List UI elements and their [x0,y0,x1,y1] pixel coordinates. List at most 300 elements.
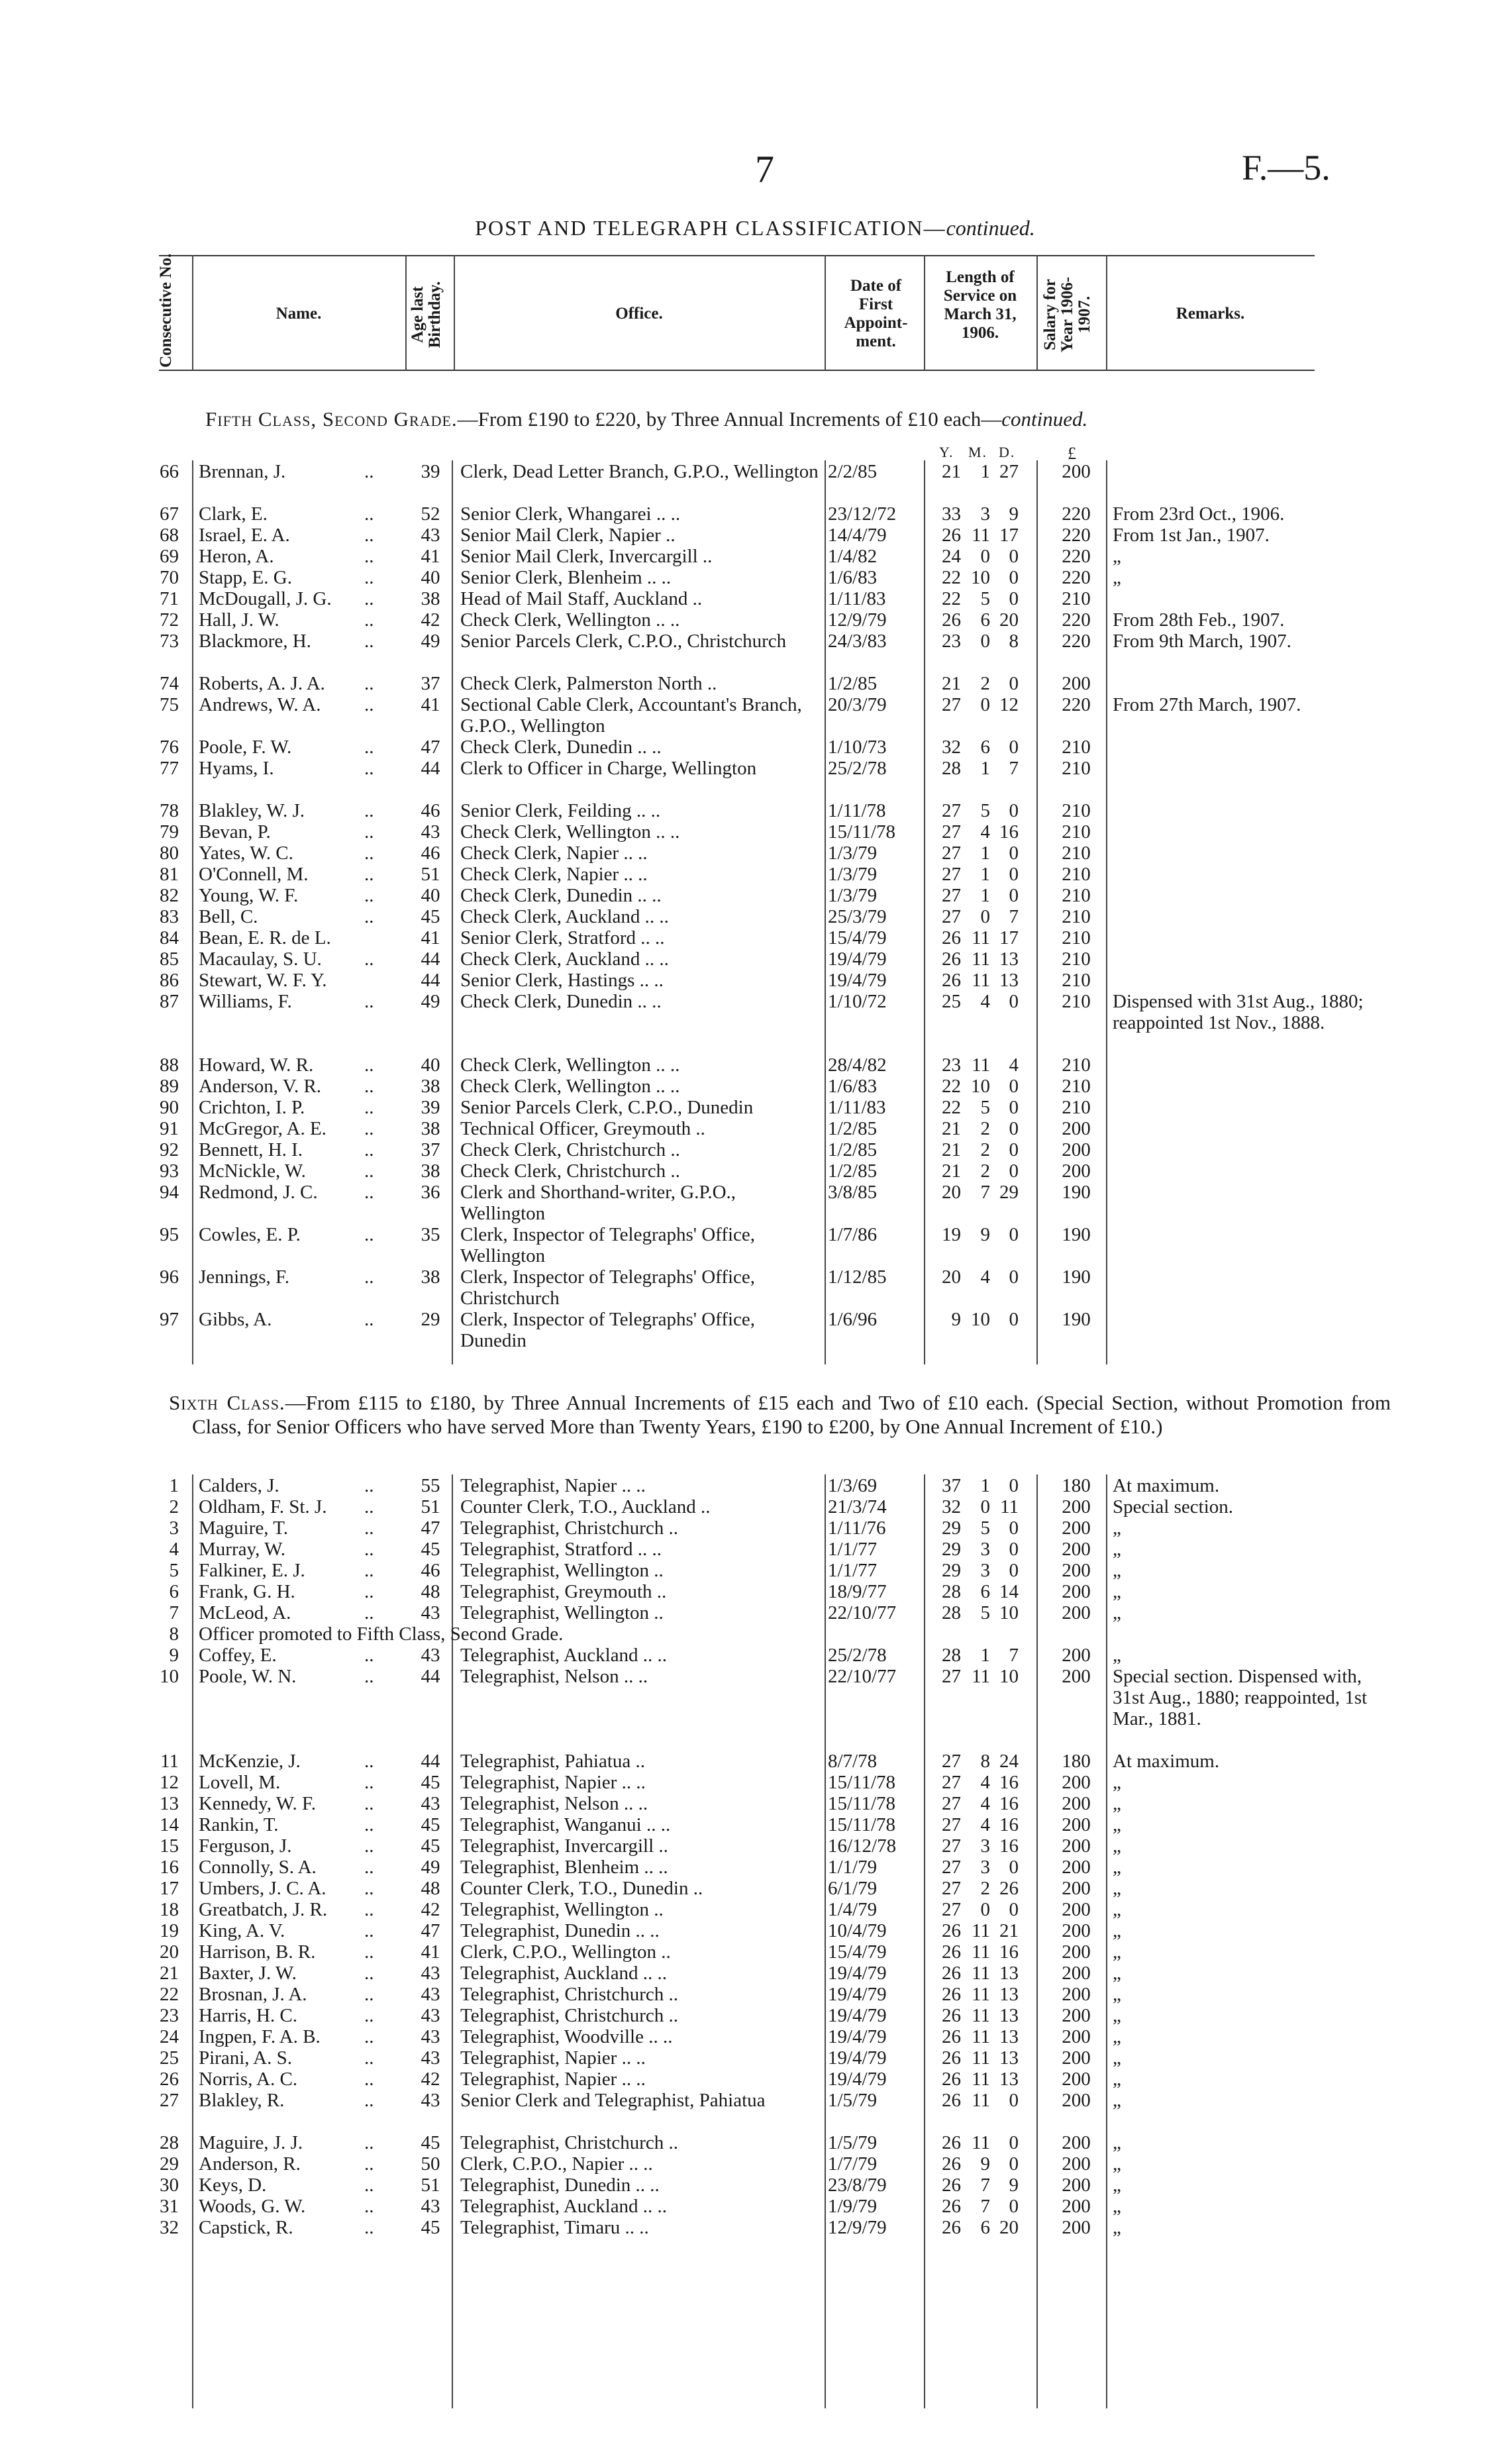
row-service-years: 21 [942,673,961,694]
row-number: 7 [169,1602,179,1623]
row-remarks: „ [1113,567,1121,588]
header-bottom-rule [159,370,1315,371]
row-appointment-date: 19/4/79 [828,2047,887,2069]
unit-pound: £ [1068,444,1078,463]
row-office: Telegraphist, Christchurch .. [460,2132,678,2153]
row-appointment-date: 16/12/78 [828,1835,897,1857]
row-service-years: 28 [942,1602,961,1623]
row-remarks: „ [1113,2047,1121,2069]
row-service-days: 21 [999,1920,1019,1941]
row-service-years: 28 [942,758,961,779]
row-number: 80 [160,843,179,864]
row-service-months: 11 [972,525,990,546]
document-reference: F.—5. [1242,148,1331,187]
row-name: Maguire, J. J. [199,2132,303,2153]
row-salary: 200 [1062,2132,1091,2153]
row-appointment-date: 1/11/83 [828,1097,886,1118]
row-service-months: 1 [980,1475,990,1496]
row-office: Senior Clerk, Whangarei .. .. [460,503,681,525]
row-service-years: 27 [942,843,961,864]
row-number: 82 [160,885,179,906]
row-appointment-date: 24/3/83 [828,631,887,652]
row-name: Pirani, A. S. [199,2047,292,2069]
row-service-days: 13 [999,949,1019,970]
row-service-years: 27 [942,864,961,885]
row-service-days: 13 [999,970,1019,991]
row-service-days: 9 [1009,2175,1019,2196]
row-number: 83 [160,906,179,927]
row-service-days: 0 [1009,1076,1019,1097]
row-remarks: „ [1113,2153,1121,2175]
row-age: 37 [421,1139,440,1160]
row-name: Lovell, M. [199,1772,281,1793]
row-salary: 220 [1062,567,1091,588]
row-name: Poole, F. W. [199,737,292,758]
row-service-days: 0 [1009,1266,1019,1288]
row-name: Umbers, J. C. A. [199,1878,327,1899]
row-age: 44 [421,758,440,779]
row-leader-dots: .. [364,1475,374,1496]
row-appointment-date: 1/2/85 [828,1139,878,1160]
row-service-months: 11 [972,1941,990,1963]
row-appointment-date: 23/12/72 [828,503,897,525]
row-service-years: 26 [942,1984,961,2005]
row-office: Check Clerk, Wellington .. .. [460,1076,680,1097]
row-service-days: 13 [999,1984,1019,2005]
row-service-days: 13 [999,2005,1019,2026]
row-salary: 210 [1062,800,1091,821]
row-leader-dots: .. [364,1899,374,1920]
row-name: McGregor, A. E. [199,1118,327,1139]
row-service-years: 27 [942,821,961,843]
row-service-days: 0 [1009,546,1019,567]
row-age: 46 [421,800,440,821]
row-appointment-date: 1/7/79 [828,2153,878,2175]
row-service-months: 0 [980,631,990,652]
row-number: 75 [160,694,179,715]
row-leader-dots: .. [364,906,374,927]
row-number: 28 [160,2132,179,2153]
row-service-days: 0 [1009,1560,1019,1581]
row-salary: 220 [1062,609,1091,631]
row-age: 38 [421,1266,440,1288]
row-service-years: 19 [942,1224,961,1245]
row-office: Senior Clerk, Hastings .. .. [460,970,664,991]
row-service-months: 11 [972,949,990,970]
row-service-months: 10 [971,567,990,588]
row-appointment-date: 1/1/77 [828,1560,878,1581]
row-remarks: From 1st Jan., 1907. [1113,525,1270,546]
row-leader-dots: .. [364,1076,374,1097]
row-name: Bean, E. R. de L. [199,927,331,949]
row-remarks: „ [1113,1772,1121,1793]
row-service-years: 26 [942,2217,961,2238]
row-service-years: 26 [942,2090,961,2111]
row-office: Check Clerk, Palmerston North .. [460,673,717,694]
row-service-years: 27 [942,1899,961,1920]
row-leader-dots: .. [364,1666,374,1687]
row-service-days: 16 [999,1793,1019,1814]
row-name: King, A. V. [199,1920,285,1941]
row-service-days: 0 [1009,1857,1019,1878]
row-appointment-date: 1/4/79 [828,1899,878,1920]
row-salary: 220 [1062,525,1091,546]
row-service-days: 10 [999,1602,1019,1623]
row-salary: 220 [1062,694,1091,715]
row-salary: 210 [1062,1076,1091,1097]
row-name: Maguire, T. [199,1517,289,1539]
row-service-days: 0 [1009,991,1019,1012]
column-divider [924,1474,925,2408]
row-salary: 200 [1062,1160,1091,1182]
row-service-years: 27 [942,1793,961,1814]
row-age: 41 [421,694,440,715]
row-age: 42 [421,1899,440,1920]
row-leader-dots: .. [364,503,374,525]
row-service-months: 4 [980,1814,990,1835]
row-age: 40 [421,567,440,588]
row-service-days: 27 [999,461,1019,482]
row-salary: 200 [1062,1517,1091,1539]
column-divider [192,1474,193,2408]
row-office: Telegraphist, Christchurch .. [460,1984,678,2005]
row-salary: 190 [1062,1224,1091,1245]
row-service-years: 29 [942,1539,961,1560]
row-number: 74 [160,673,179,694]
row-appointment-date: 25/2/78 [828,1645,887,1666]
row-leader-dots: .. [364,2005,374,2026]
row-office: Telegraphist, Wanganui .. .. [460,1814,671,1835]
row-name: Gibbs, A. [199,1309,272,1330]
row-number: 8 [169,1623,179,1645]
row-age: 46 [421,1560,440,1581]
row-service-years: 26 [942,2175,961,2196]
row-leader-dots: .. [364,1182,374,1203]
row-appointment-date: 19/4/79 [828,970,887,991]
row-service-days: 0 [1009,1899,1019,1920]
row-leader-dots: .. [364,1309,374,1330]
row-number: 86 [160,970,179,991]
row-name: Williams, F. [199,991,292,1012]
row-service-years: 21 [942,1139,961,1160]
row-office: Telegraphist, Wellington .. [460,1899,664,1920]
row-remarks: „ [1113,2217,1121,2238]
row-office: Telegraphist, Nelson .. .. [460,1793,648,1814]
row-leader-dots: .. [364,1139,374,1160]
row-appointment-date: 1/12/85 [828,1266,887,1288]
row-leader-dots: .. [364,1224,374,1245]
row-salary: 210 [1062,864,1091,885]
row-salary: 200 [1062,1602,1091,1623]
row-appointment-date: 1/9/79 [828,2196,878,2217]
row-age: 45 [421,1835,440,1857]
row-salary: 210 [1062,821,1091,843]
row-name: Officer promoted to Fifth Class, Second Grade. [199,1623,564,1645]
row-appointment-date: 19/4/79 [828,2005,887,2026]
fifth-class-heading [205,407,1344,431]
row-appointment-date: 1/6/83 [828,567,878,588]
row-service-months: 3 [980,1857,990,1878]
row-service-years: 33 [942,503,961,525]
row-office: Clerk, C.P.O., Napier .. .. [460,2153,653,2175]
row-service-days: 16 [999,1772,1019,1793]
row-number: 12 [160,1772,179,1793]
row-number: 85 [160,949,179,970]
row-service-months: 11 [972,927,990,949]
row-salary: 200 [1062,1666,1091,1687]
row-name: Ingpen, F. A. B. [199,2026,321,2047]
row-name: Coffey, E. [199,1645,277,1666]
row-age: 51 [421,1496,440,1517]
row-appointment-date: 20/3/79 [828,694,887,715]
header-divider [825,255,826,370]
row-service-years: 22 [942,1076,961,1097]
row-service-months: 1 [980,843,990,864]
row-name: Blakley, W. J. [199,800,305,821]
row-appointment-date: 21/3/74 [828,1496,887,1517]
row-office: Check Clerk, Wellington .. .. [460,609,680,631]
row-name: Poole, W. N. [199,1666,297,1687]
row-remarks: „ [1113,2005,1121,2026]
row-office: Clerk to Officer in Charge, Wellington [460,758,757,779]
row-service-days: 0 [1009,737,1019,758]
row-service-days: 9 [1009,503,1019,525]
row-service-months: 4 [980,1772,990,1793]
row-salary: 200 [1062,1645,1091,1666]
row-office: Telegraphist, Pahiatua .. [460,1751,646,1772]
header-top-rule [159,255,1315,256]
row-leader-dots: .. [364,609,374,631]
row-leader-dots: .. [364,2217,374,2238]
row-service-days: 16 [999,1835,1019,1857]
row-salary: 200 [1062,1772,1091,1793]
row-leader-dots: .. [364,525,374,546]
row-leader-dots: .. [364,673,374,694]
row-service-months: 7 [980,2175,990,2196]
row-office: Telegraphist, Nelson .. .. [460,1666,648,1687]
row-name: Andrews, W. A. [199,694,321,715]
row-age: 37 [421,673,440,694]
row-appointment-date: 12/9/79 [828,609,887,631]
row-age: 43 [421,1984,440,2005]
row-salary: 200 [1062,2175,1091,2196]
row-age: 47 [421,737,440,758]
row-age: 49 [421,991,440,1012]
row-service-months: 6 [980,737,990,758]
row-age: 44 [421,1666,440,1687]
row-leader-dots: .. [364,1602,374,1623]
row-service-days: 17 [999,927,1019,949]
row-salary: 200 [1062,1941,1091,1963]
row-name: O'Connell, M. [199,864,309,885]
row-remarks: At maximum. [1113,1751,1220,1772]
row-number: 22 [160,1984,179,2005]
row-service-days: 26 [999,1878,1019,1899]
row-name: Brosnan, J. A. [199,1984,307,2005]
row-age: 48 [421,1581,440,1602]
row-service-years: 32 [942,1496,961,1517]
row-name: Oldham, F. St. J. [199,1496,327,1517]
row-office: Telegraphist, Christchurch .. [460,2005,678,2026]
row-leader-dots: .. [364,2153,374,2175]
page-number: 7 [755,148,774,191]
row-number: 90 [160,1097,179,1118]
row-salary: 200 [1062,461,1091,482]
row-remarks: Dispensed with 31st Aug., 1880; reappointed 1st Nov., 1888. [1113,991,1364,1033]
row-name: Stewart, W. F. Y. [199,970,327,991]
row-service-months: 2 [980,1118,990,1139]
row-service-months: 4 [980,1793,990,1814]
row-service-years: 26 [942,2132,961,2153]
row-number: 97 [160,1309,179,1330]
row-office: Counter Clerk, T.O., Auckland .. [460,1496,711,1517]
row-number: 93 [160,1160,179,1182]
row-service-months: 2 [980,1160,990,1182]
row-salary: 190 [1062,1182,1091,1203]
row-name: Jennings, F. [199,1266,290,1288]
row-number: 6 [169,1581,179,1602]
row-service-days: 0 [1009,1309,1019,1330]
row-appointment-date: 1/3/79 [828,885,878,906]
unit-months: M. [968,444,988,460]
row-remarks: „ [1113,1899,1121,1920]
row-service-days: 0 [1009,1224,1019,1245]
row-name: Capstick, R. [199,2217,293,2238]
row-number: 21 [160,1963,179,1984]
row-name: Heron, A. [199,546,274,567]
row-office: Telegraphist, Auckland .. .. [460,1645,668,1666]
row-office: Telegraphist, Woodville .. .. [460,2026,673,2047]
row-service-days: 0 [1009,2196,1019,2217]
row-leader-dots: .. [364,1118,374,1139]
row-office: Check Clerk, Napier .. .. [460,864,648,885]
row-age: 43 [421,1602,440,1623]
row-age: 47 [421,1920,440,1941]
row-age: 43 [421,1793,440,1814]
row-service-years: 37 [942,1475,961,1496]
header-name: Name. [276,305,322,323]
row-leader-dots: .. [364,1857,374,1878]
row-remarks: „ [1113,1984,1121,2005]
row-service-years: 27 [942,800,961,821]
row-salary: 200 [1062,1560,1091,1581]
row-name: Greatbatch, J. R. [199,1899,328,1920]
row-number: 23 [160,2005,179,2026]
row-number: 73 [160,631,179,652]
row-number: 24 [160,2026,179,2047]
row-age: 39 [421,461,440,482]
row-appointment-date: 1/6/96 [828,1309,878,1330]
row-office: Counter Clerk, T.O., Dunedin .. [460,1878,703,1899]
row-service-years: 20 [942,1266,961,1288]
row-leader-dots: .. [364,1266,374,1288]
row-service-years: 21 [942,1160,961,1182]
row-service-years: 24 [942,546,961,567]
row-salary: 200 [1062,1539,1091,1560]
row-service-months: 11 [972,970,990,991]
row-service-months: 11 [972,2132,990,2153]
row-leader-dots: .. [364,1751,374,1772]
row-appointment-date: 22/10/77 [828,1602,897,1623]
row-remarks: „ [1113,2132,1121,2153]
row-service-days: 12 [999,694,1019,715]
row-age: 45 [421,906,440,927]
row-appointment-date: 1/5/79 [828,2090,878,2111]
row-remarks: From 28th Feb., 1907. [1113,609,1285,631]
row-service-months: 11 [972,1984,990,2005]
row-leader-dots: .. [364,1054,374,1076]
row-service-days: 13 [999,2047,1019,2069]
row-appointment-date: 22/10/77 [828,1666,897,1687]
row-office: Telegraphist, Invercargill .. [460,1835,668,1857]
row-number: 92 [160,1139,179,1160]
row-appointment-date: 1/1/77 [828,1539,878,1560]
title-main: POST AND TELEGRAPH CLASSIFICATION— [475,216,946,240]
row-name: McKenzie, J. [199,1751,301,1772]
unit-days: D. [999,444,1016,460]
row-appointment-date: 15/4/79 [828,1941,887,1963]
row-service-years: 26 [942,2196,961,2217]
row-number: 71 [160,588,179,609]
row-service-years: 26 [942,2069,961,2090]
row-leader-dots: .. [364,1560,374,1581]
row-number: 84 [160,927,179,949]
row-remarks: At maximum. [1113,1475,1220,1496]
row-salary: 180 [1062,1475,1091,1496]
row-remarks: „ [1113,1941,1121,1963]
row-age: 45 [421,2132,440,2153]
row-appointment-date: 1/10/73 [828,737,887,758]
row-name: Macaulay, S. U. [199,949,322,970]
row-appointment-date: 1/3/79 [828,843,878,864]
row-office: Telegraphist, Dunedin .. .. [460,2175,660,2196]
row-number: 18 [160,1899,179,1920]
row-leader-dots: .. [364,631,374,652]
row-service-months: 1 [980,461,990,482]
row-remarks: „ [1113,1857,1121,1878]
column-divider [924,460,925,1364]
row-number: 2 [169,1496,179,1517]
row-age: 43 [421,2026,440,2047]
row-appointment-date: 1/11/78 [828,800,886,821]
row-number: 77 [160,758,179,779]
row-salary: 190 [1062,1309,1091,1330]
header-divider [405,255,407,370]
sixth-class-heading [169,1391,1391,1439]
row-service-years: 28 [942,1645,961,1666]
row-service-months: 5 [980,588,990,609]
column-divider [1106,460,1107,1364]
row-name: Clark, E. [199,503,268,525]
row-salary: 200 [1062,1118,1091,1139]
row-service-months: 4 [980,991,990,1012]
row-leader-dots: .. [364,758,374,779]
row-age: 44 [421,970,440,991]
row-age: 49 [421,1857,440,1878]
row-number: 25 [160,2047,179,2069]
row-leader-dots: .. [364,800,374,821]
row-service-years: 26 [942,949,961,970]
row-service-years: 23 [942,1054,961,1076]
row-number: 31 [160,2196,179,2217]
row-service-months: 1 [980,758,990,779]
row-service-days: 24 [999,1751,1019,1772]
row-name: Frank, G. H. [199,1581,295,1602]
row-service-months: 9 [980,1224,990,1245]
row-name: Young, W. F. [199,885,299,906]
row-leader-dots: .. [364,1517,374,1539]
row-appointment-date: 28/4/82 [828,1054,887,1076]
